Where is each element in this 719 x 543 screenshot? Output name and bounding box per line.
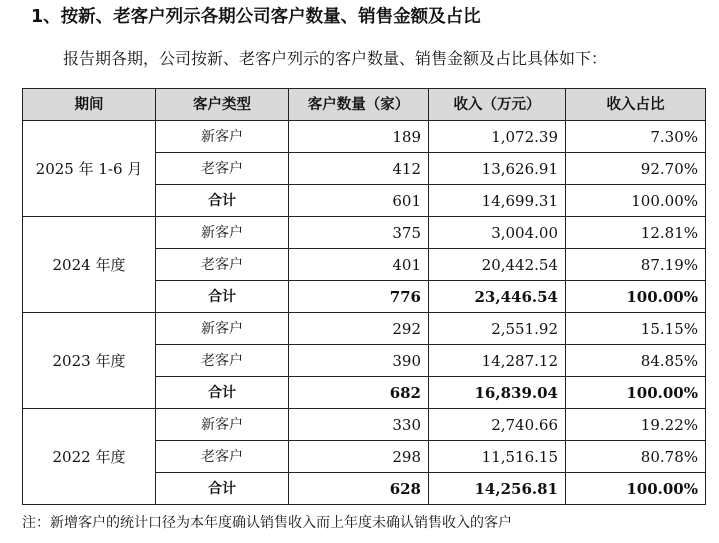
customer-count-cell: 189 xyxy=(289,121,429,153)
customer-revenue-table xyxy=(22,88,706,505)
revenue-share-cell: 100.00% xyxy=(566,185,706,217)
revenue-share-cell: 80.78% xyxy=(566,441,706,473)
customer-count-cell: 628 xyxy=(289,473,429,505)
customer-count-cell: 298 xyxy=(289,441,429,473)
revenue-share-cell: 7.30% xyxy=(566,121,706,153)
header-customer-count: 客户数量（家） xyxy=(289,89,429,121)
customer-type-cell: 新客户 xyxy=(156,313,289,345)
customer-type-cell: 老客户 xyxy=(156,153,289,185)
period-cell: 2023 年度 xyxy=(23,313,156,409)
revenue-share-cell: 15.15% xyxy=(566,313,706,345)
customer-type-cell: 新客户 xyxy=(156,217,289,249)
customer-count-cell: 776 xyxy=(289,281,429,313)
customer-count-cell: 292 xyxy=(289,313,429,345)
revenue-cell: 20,442.54 xyxy=(429,249,566,281)
revenue-share-cell: 84.85% xyxy=(566,345,706,377)
table-header-row xyxy=(23,89,706,121)
revenue-share-cell: 87.19% xyxy=(566,249,706,281)
revenue-share-cell: 100.00% xyxy=(566,473,706,505)
revenue-cell: 11,516.15 xyxy=(429,441,566,473)
customer-type-cell: 合计 xyxy=(156,473,289,505)
customer-count-cell: 682 xyxy=(289,377,429,409)
revenue-share-cell: 100.00% xyxy=(566,281,706,313)
customer-count-cell: 601 xyxy=(289,185,429,217)
header-revenue-share: 收入占比 xyxy=(566,89,706,121)
revenue-share-cell: 92.70% xyxy=(566,153,706,185)
revenue-share-cell: 12.81% xyxy=(566,217,706,249)
revenue-share-cell: 19.22% xyxy=(566,409,706,441)
section-heading: 1、按新、老客户列示各期公司客户数量、销售金额及占比 xyxy=(31,7,481,27)
customer-type-cell: 老客户 xyxy=(156,249,289,281)
revenue-cell: 3,004.00 xyxy=(429,217,566,249)
customer-count-cell: 401 xyxy=(289,249,429,281)
revenue-cell: 14,699.31 xyxy=(429,185,566,217)
table-row xyxy=(23,121,706,153)
customer-type-cell: 新客户 xyxy=(156,121,289,153)
revenue-cell: 14,256.81 xyxy=(429,473,566,505)
revenue-cell: 14,287.12 xyxy=(429,345,566,377)
revenue-share-cell: 100.00% xyxy=(566,377,706,409)
customer-type-cell: 新客户 xyxy=(156,409,289,441)
customer-type-cell: 合计 xyxy=(156,377,289,409)
customer-count-cell: 375 xyxy=(289,217,429,249)
header-revenue: 收入（万元） xyxy=(429,89,566,121)
revenue-cell: 23,446.54 xyxy=(429,281,566,313)
header-period: 期间 xyxy=(23,89,156,121)
customer-count-cell: 330 xyxy=(289,409,429,441)
revenue-cell: 13,626.91 xyxy=(429,153,566,185)
revenue-cell: 2,740.66 xyxy=(429,409,566,441)
customer-type-cell: 合计 xyxy=(156,281,289,313)
revenue-cell: 16,839.04 xyxy=(429,377,566,409)
period-cell: 2024 年度 xyxy=(23,217,156,313)
table-row xyxy=(23,409,706,441)
header-customer-type: 客户类型 xyxy=(156,89,289,121)
period-cell: 2025 年 1-6 月 xyxy=(23,121,156,217)
table-row xyxy=(23,217,706,249)
revenue-cell: 1,072.39 xyxy=(429,121,566,153)
period-cell: 2022 年度 xyxy=(23,409,156,505)
customer-count-cell: 412 xyxy=(289,153,429,185)
footnote: 注：新增客户的统计口径为本年度确认销售收入而上年度未确认销售收入的客户 xyxy=(22,515,512,531)
customer-type-cell: 老客户 xyxy=(156,345,289,377)
table-row xyxy=(23,313,706,345)
revenue-cell: 2,551.92 xyxy=(429,313,566,345)
table-body xyxy=(23,121,706,505)
customer-type-cell: 老客户 xyxy=(156,441,289,473)
intro-paragraph: 报告期各期，公司按新、老客户列示的客户数量、销售金额及占比具体如下： xyxy=(63,49,608,68)
customer-type-cell: 合计 xyxy=(156,185,289,217)
customer-count-cell: 390 xyxy=(289,345,429,377)
